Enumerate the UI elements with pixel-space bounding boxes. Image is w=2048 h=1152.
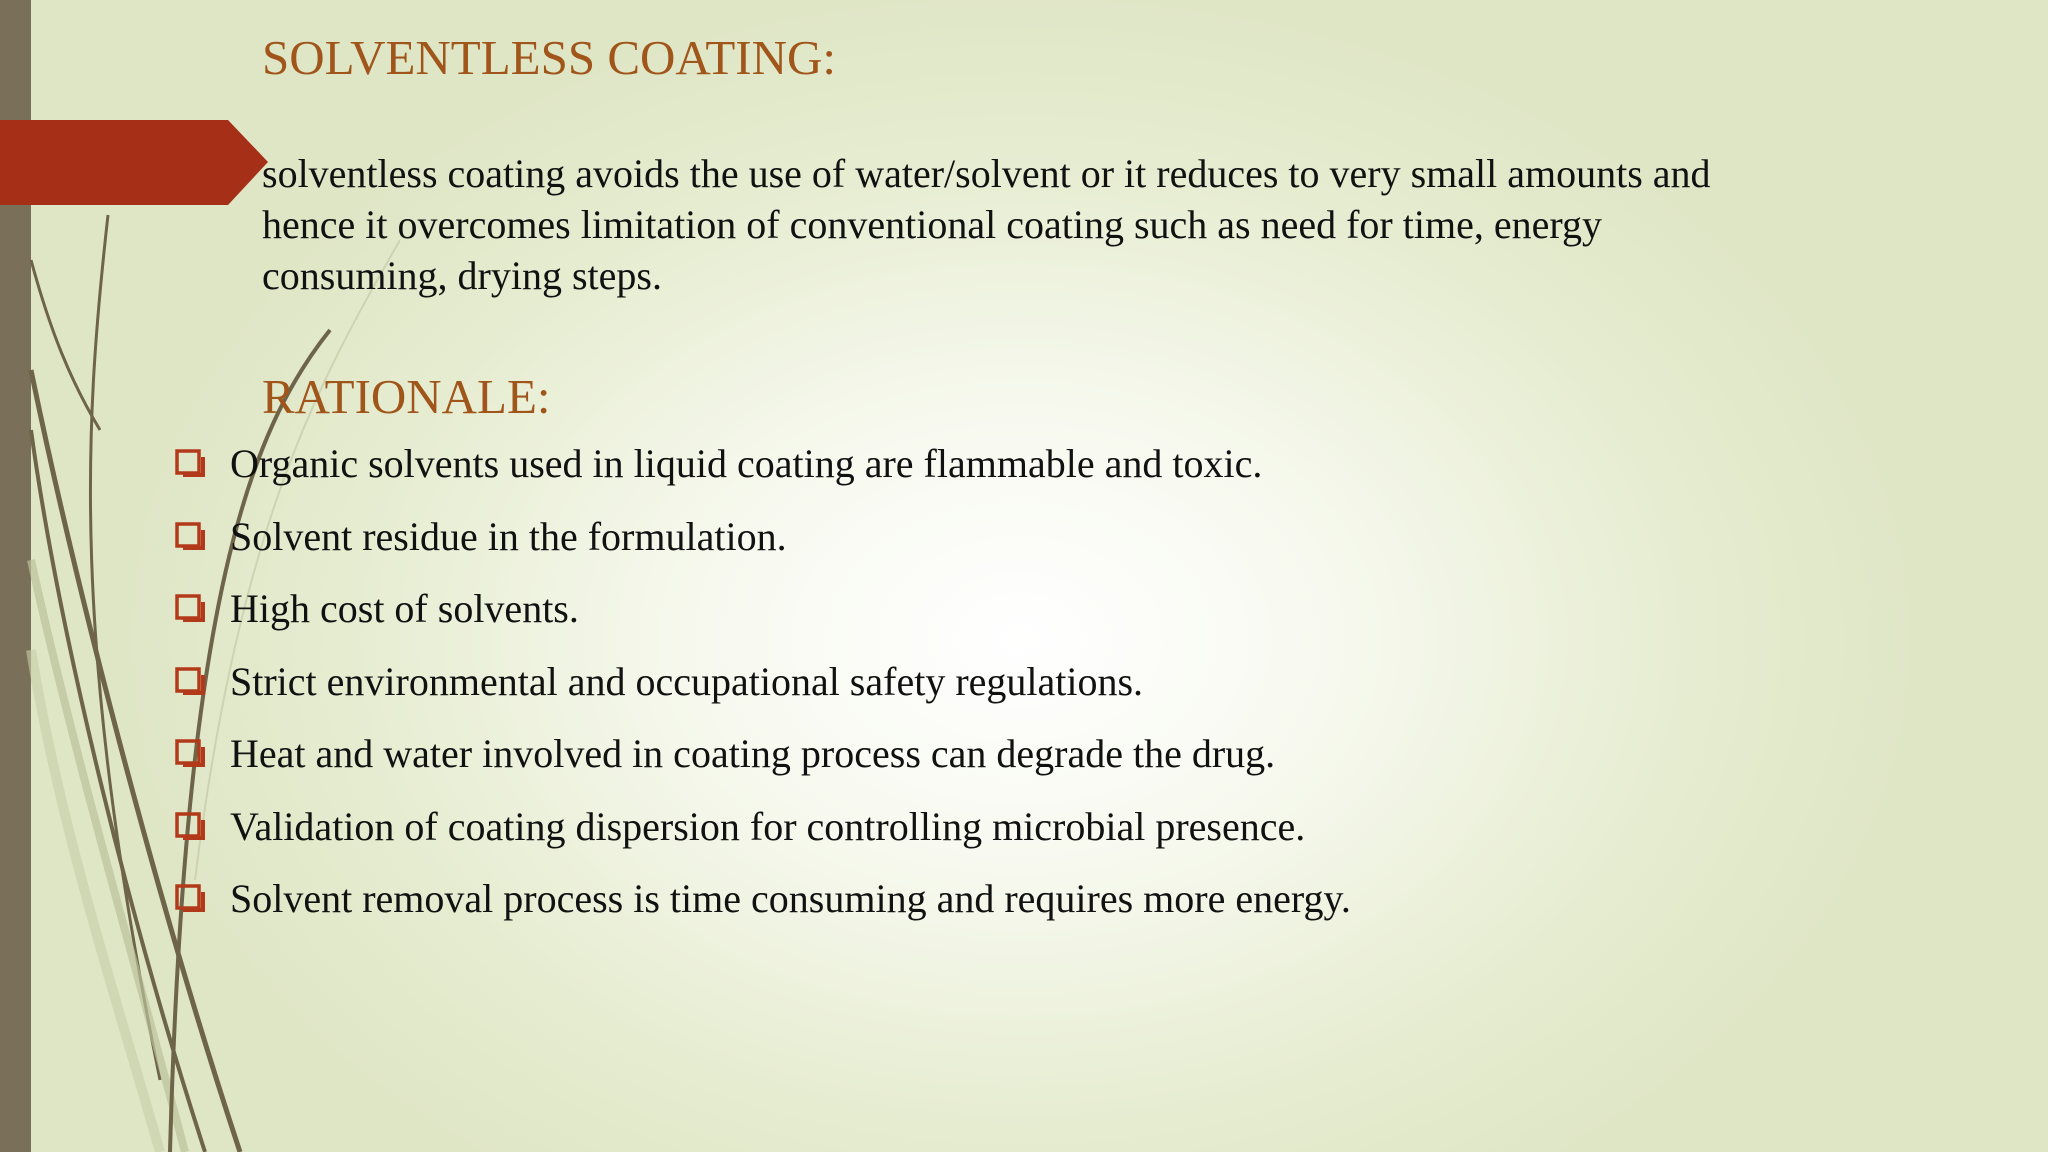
checkbox-square-icon [174,521,206,553]
checkbox-square-icon [174,593,206,625]
list-item-text: Strict environmental and occupational safety regulations. [230,658,1144,704]
list-item-text: Heat and water involved in coating process can degrade the drug. [230,731,1276,776]
checkbox-square-icon [174,811,206,843]
list-item-text: Validation of coating dispersion for controlling microbial presence. [230,803,1306,849]
list-item [174,581,1351,654]
list-item [174,654,1351,727]
list-item-text: Solvent residue in the formulation. [230,513,787,559]
rationale-heading: RATIONALE: [262,369,551,424]
list-item [174,436,1351,509]
checkbox-square-icon [174,448,206,480]
list-item-text: Solvent removal process is time consuming and requires more energy. [230,876,1351,921]
slide-title: SOLVENTLESS COATING: [262,30,836,85]
definition-paragraph: solventless coating avoids the use of water/solvent or it reduces to very small amounts and hence it overcomes limitation of conventional coating such as need for time, energy consuming, drying steps. [262,151,1711,298]
list-item [174,799,1351,872]
checkbox-square-icon [174,738,206,770]
list-item-text: High cost of solvents. [230,586,579,631]
list-item-text: Organic solvents used in liquid coating are flammable and toxic. [230,441,1263,486]
list-item [174,871,1351,944]
checkbox-square-icon [174,666,206,698]
checkbox-square-icon [174,883,206,915]
list-item [174,726,1351,799]
rationale-list [174,436,1351,944]
red-arrow-tab-shape [0,120,270,205]
list-item [174,509,1351,582]
